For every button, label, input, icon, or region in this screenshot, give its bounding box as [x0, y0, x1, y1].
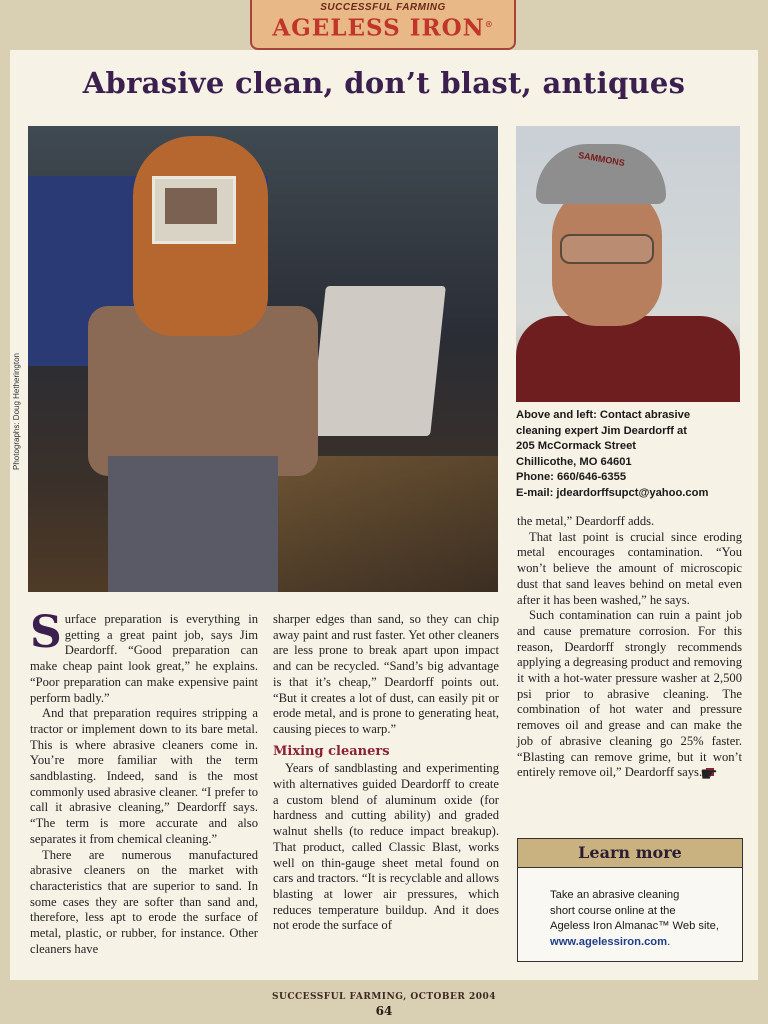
paragraph: That last point is crucial since eroding metal encourages contamination. “You won’t believe the amount of microscopic dust that sand leaves behind on metal even after it has been washed,” he says. [517, 529, 742, 607]
masthead-brand-text: AGELESS IRON [272, 14, 485, 42]
caption-line: Phone: 660/646-6355 [516, 471, 627, 484]
paragraph: sharper edges than sand, so they can chip away paint and rust faster. Yet other cleaners are less prone to break apart upon impact and can be recycled. “Sand’s big advantage is that it’s cheap,” Deardorff points out. “But it creates a lot of dust, can easily pit or erode metal, and is prone to generating heat, causing pieces to warp.” [273, 612, 499, 736]
portrait-shirt [516, 316, 740, 402]
masthead-brand [252, 13, 514, 40]
photo-door-panel [310, 286, 446, 436]
caption-line: Chillicothe, MO 64601 [516, 455, 632, 468]
paragraph: There are numerous manufactured abrasive cleaners on the market with characteristics that are superior to sand. In some cases they are softer than sand and, therefore, less apt to erode the surface of metal, plastic, or rubber, for instance. Other cleaners have [30, 847, 258, 956]
photo-portrait [516, 126, 740, 402]
learn-more-line: short course online at the [550, 904, 676, 917]
photo-caption [516, 408, 746, 502]
paragraph [517, 608, 742, 781]
learn-more-box [517, 838, 743, 962]
footer-publication: SUCCESSFUL FARMING, OCTOBER 2004 [271, 992, 497, 1002]
subhead: Mixing cleaners [273, 743, 390, 759]
photo-credit: Photographs: Doug Hetherington [12, 353, 21, 470]
paragraph-text: urface preparation is everything in getting a great paint job, says Jim Deardorff. “Good preparation can make cheap paint look great,” he explains. “Poor preparation can make expensive paint perform badly.” [30, 612, 258, 705]
article-page [10, 50, 758, 980]
registered-mark: ® [484, 19, 494, 29]
masthead-top-line: SUCCESSFUL FARMING [320, 2, 446, 13]
paragraph-text: Such contamination can ruin a paint job and cause premature corrosion. For this reason, Deardorff strongly recommends applying a degreasing product and removing it with a hot-water pressure washer at 2,500 psi prior to abrasive cleaning. The combination of hot water and pressure removes oil and grease and can make the job of abrasive cleaning go 25% faster. “Blasting can remove grime, but it won’t entirely remove oil,” Deardorff says. [517, 608, 742, 780]
paragraph: Years of sandblasting and experimenting with alternatives guided Deardorff to create a custom blend of aluminum oxide (for hardness and cutting ability) and graded walnut shells (to reduce impact breakup). That product, called Classic Blast, works well on thin-gauge sheet metal found on cars and tractors. “It is recyclable and allows blasting at lower air pressures, which reduces temperature buildup. And it does not erode the surface of [273, 761, 499, 933]
learn-more-line: Ageless Iron Almanac™ Web site, [550, 920, 719, 932]
article-column-3 [517, 514, 742, 781]
photo-visor-window [165, 188, 217, 224]
learn-more-link[interactable]: www.agelessiron.com [550, 935, 668, 948]
caption-line: 205 McCormack Street [516, 440, 637, 453]
url-period: . [667, 935, 671, 948]
article-column-2 [273, 612, 499, 934]
learn-more-url-line [550, 935, 732, 951]
caption-line: cleaning expert Jim Deardorff at [516, 424, 687, 437]
paragraph: And that preparation requires stripping a tractor or implement down to its bare metal. This is where abrasive cleaners come in. You’re more familiar with the term sandblasting. Indeed, sand is the most commonly used abrasive cleaner. “I prefer to call it abrasive cleaning,” Deardorff says. “The term is more accurate and also separates it from chemical cleaning.” [30, 706, 258, 846]
masthead [250, 0, 516, 50]
paragraph [30, 607, 258, 706]
learn-more-title: Learn more [518, 839, 742, 868]
headline: Abrasive clean, don’t blast, antiques [82, 66, 686, 100]
portrait-glasses [560, 234, 654, 264]
pointing-hand-icon: ☛ [700, 762, 718, 786]
paragraph: the metal,” Deardorff adds. [517, 514, 655, 528]
drop-cap: S [30, 607, 62, 658]
learn-more-line: Take an abrasive cleaning [550, 889, 680, 901]
photo-sandblaster [28, 126, 498, 592]
caption-line: E-mail: jdeardorffsupct@yahoo.com [516, 486, 709, 499]
page-number: 64 [375, 1004, 393, 1018]
cap-logo-text: SAMMONS [577, 149, 626, 169]
learn-more-body [518, 868, 742, 950]
caption-line: Above and left: Contact abrasive [516, 409, 691, 421]
photo-ground [268, 456, 498, 592]
photo-worker-pants [108, 456, 278, 592]
article-column-1 [30, 607, 258, 957]
